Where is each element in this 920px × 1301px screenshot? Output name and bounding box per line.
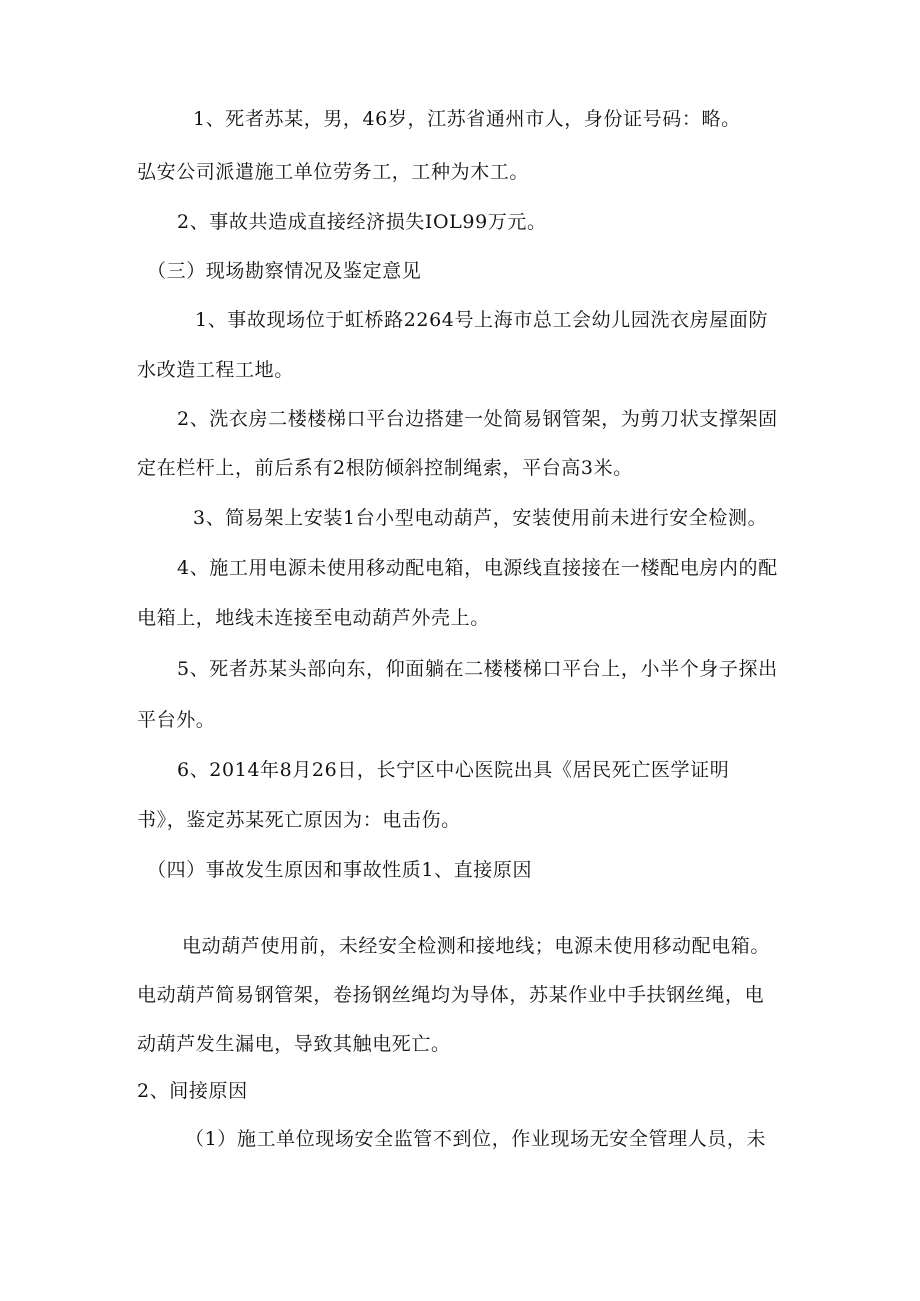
section-heading-4: （四）事故发生原因和事故性质1、直接原因: [147, 859, 533, 881]
paragraph-line-2: 弘安公司派遣施工单位劳务工，工种为木工。: [137, 161, 530, 183]
paragraph-line-19: 动葫芦发生漏电，导致其触电死亡。: [137, 1033, 451, 1055]
paragraph-line-13: 平台外。: [137, 709, 216, 731]
paragraph-line-6: 水改造工程工地。: [137, 359, 294, 381]
paragraph-line-7: 2、洗衣房二楼楼梯口平台边搭建一处简易钢管架，为剪刀状支撑架固: [177, 408, 778, 430]
paragraph-line-15: 书》，鉴定苏某死亡原因为：电击伤。: [137, 809, 461, 831]
paragraph-line-10: 4、施工用电源未使用移动配电箱，电源线直接接在一楼配电房内的配: [177, 557, 778, 579]
section-heading-3: （三）现场勘察情况及鉴定意见: [147, 260, 422, 282]
paragraph-line-12: 5、死者苏某头部向东，仰面躺在二楼楼梯口平台上，小半个身子探出: [177, 658, 778, 680]
paragraph-line-14: 6、2014年8月26日，长宁区中心医院出具《居民死亡医学证明: [177, 759, 730, 781]
paragraph-line-18: 电动葫芦简易钢管架，卷扬钢丝绳均为导体，苏某作业中手扶钢丝绳，电: [137, 984, 765, 1006]
paragraph-line-5: 1、事故现场位于虹桥路2264号上海市总工会幼儿园洗衣房屋面防: [195, 309, 769, 331]
subsection-heading: 2、间接原因: [137, 1080, 248, 1102]
paragraph-line-21: （1）施工单位现场安全监管不到位，作业现场无安全管理人员，未: [185, 1128, 767, 1150]
paragraph-line-9: 3、简易架上安装1台小型电动葫芦，安装使用前未进行安全检测。: [193, 507, 768, 529]
paragraph-line-8: 定在栏杆上，前后系有2根防倾斜控制绳索，平台高3米。: [137, 457, 633, 479]
paragraph-line-1: 1、死者苏某，男，46岁，江苏省通州市人，身份证号码：略。: [193, 108, 741, 130]
paragraph-line-17: 电动葫芦使用前，未经安全检测和接地线；电源未使用移动配电箱。: [182, 935, 771, 957]
paragraph-line-11: 电箱上，地线未连接至电动葫芦外壳上。: [137, 607, 490, 629]
paragraph-line-3: 2、事故共造成直接经济损失IOL99万元。: [177, 211, 547, 233]
